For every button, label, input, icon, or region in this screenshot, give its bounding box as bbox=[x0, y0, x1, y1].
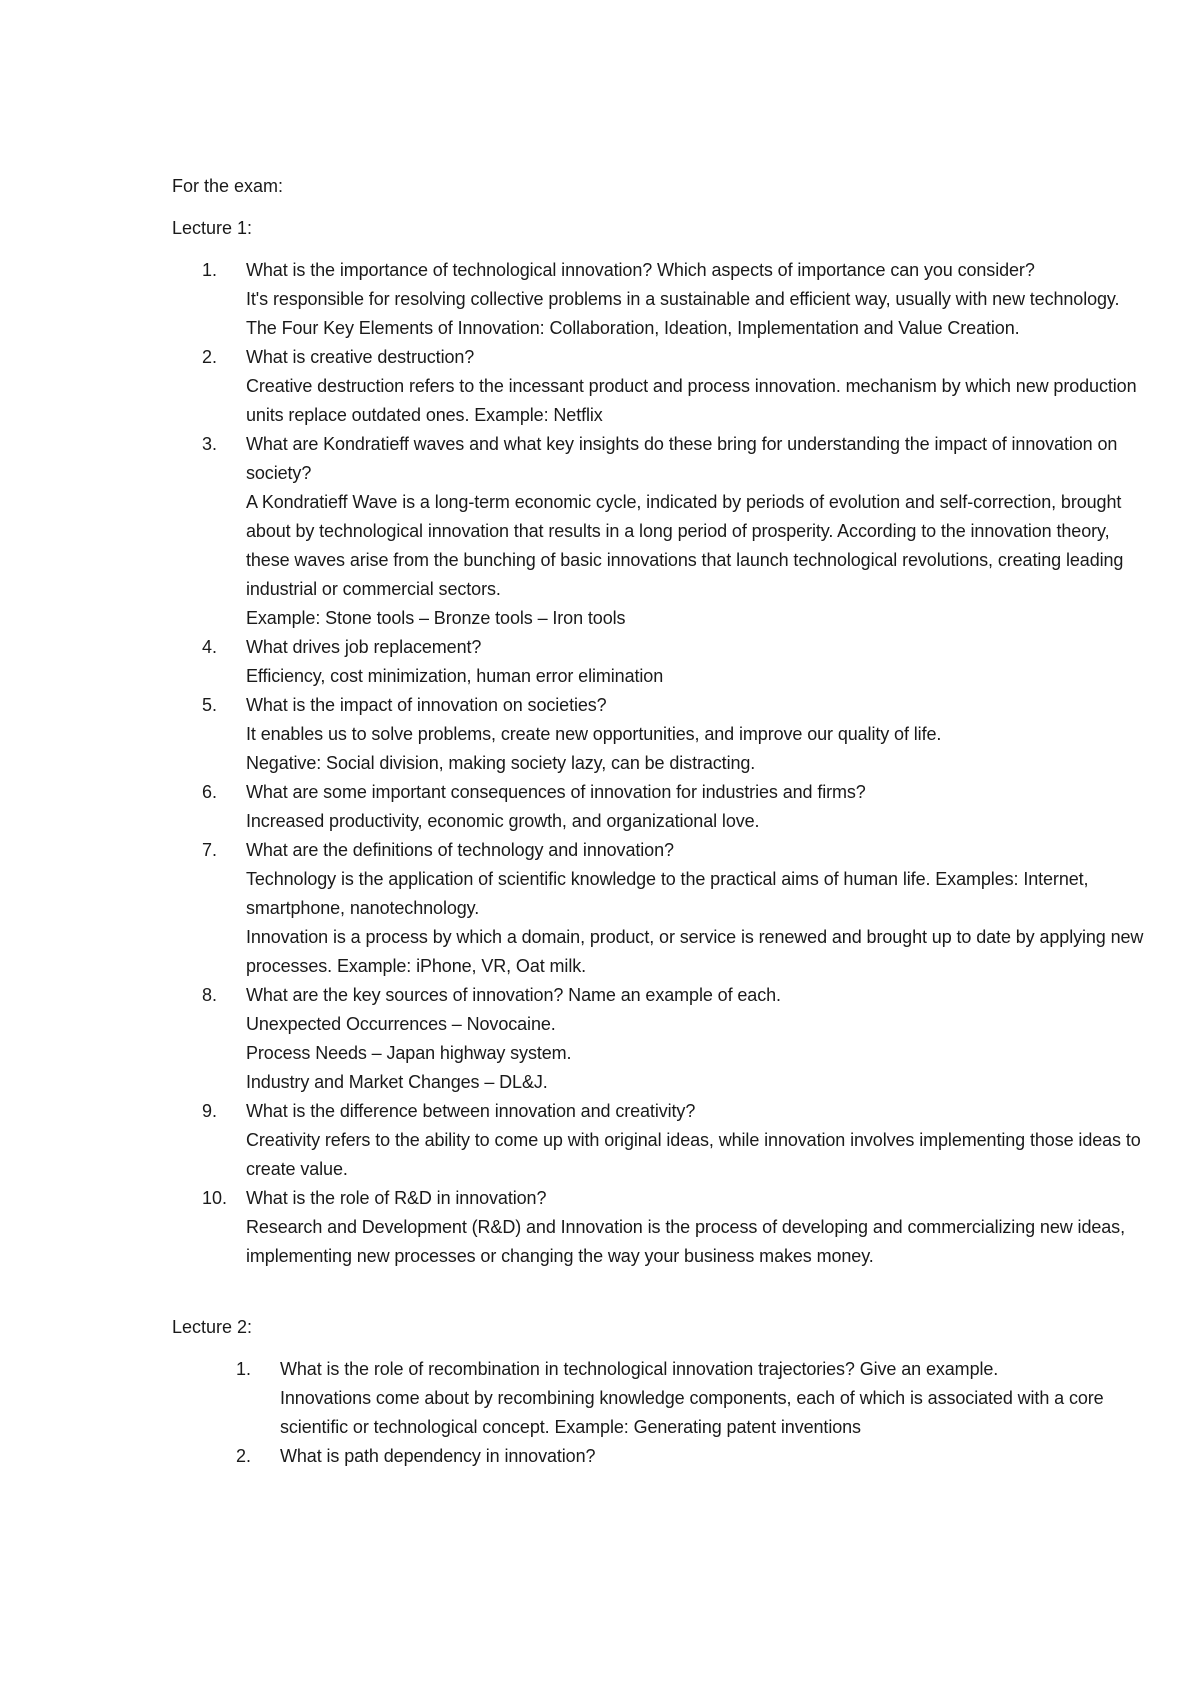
question-number: 8. bbox=[202, 985, 218, 1005]
question-item bbox=[172, 1097, 1152, 1184]
question-text: What is the role of R&D in innovation? bbox=[246, 1188, 547, 1208]
question-text: What is path dependency in innovation? bbox=[280, 1446, 596, 1466]
question-number: 2. bbox=[202, 347, 218, 367]
question-item bbox=[172, 1355, 1152, 1442]
question-item bbox=[172, 836, 1152, 981]
answer-text: Creativity refers to the ability to come up with original ideas, while innovation involves implementing those ideas to create value. bbox=[246, 1130, 1141, 1179]
question-number: 2. bbox=[236, 1446, 252, 1466]
question-item bbox=[172, 256, 1152, 343]
question-item bbox=[172, 778, 1152, 836]
answer-text: Innovations come about by recombining knowledge components, each of which is associated with a core scientific or technological concept. Example: Generating patent inventions bbox=[280, 1388, 1104, 1437]
question-number: 5. bbox=[202, 695, 218, 715]
question-text: What drives job replacement? bbox=[246, 637, 482, 657]
answer-text: Increased productivity, economic growth, and organizational love. bbox=[246, 811, 760, 831]
question-text: What is the role of recombination in technological innovation trajectories? Give an example. bbox=[280, 1359, 999, 1379]
answer-text: Example: Stone tools – Bronze tools – Iron tools bbox=[246, 608, 626, 628]
lecture-1-title: Lecture 1: bbox=[172, 218, 253, 238]
question-item bbox=[172, 1442, 1152, 1471]
lecture-1-question-list bbox=[172, 256, 1152, 1271]
lecture-2-question-list bbox=[172, 1355, 1152, 1471]
question-item bbox=[172, 633, 1152, 691]
question-number: 4. bbox=[202, 637, 218, 657]
answer-text: Efficiency, cost minimization, human error elimination bbox=[246, 666, 664, 686]
answer-text: A Kondratieff Wave is a long-term economic cycle, indicated by periods of evolution and self-correction, brought about by technological innovation that results in a long period of prosperity. According to the innovation theory, these waves arise from the bunching of basic innovations that launch technological revolutions, creating leading industrial or commercial sectors. bbox=[246, 492, 1124, 599]
question-text: What is the impact of innovation on societies? bbox=[246, 695, 607, 715]
answer-text: Research and Development (R&D) and Innovation is the process of developing and commercializing new ideas, implementing new processes or changing the way your business makes money. bbox=[246, 1217, 1125, 1266]
question-number: 3. bbox=[202, 434, 218, 454]
question-text: What is the importance of technological innovation? Which aspects of importance can you consider? bbox=[246, 260, 1035, 280]
question-item bbox=[172, 1184, 1152, 1271]
answer-text: Industry and Market Changes – DL&J. bbox=[246, 1072, 548, 1092]
question-text: What are the definitions of technology and innovation? bbox=[246, 840, 674, 860]
question-item bbox=[172, 430, 1152, 633]
answer-text: Innovation is a process by which a domain, product, or service is renewed and brought up to date by applying new processes. Example: iPhone, VR, Oat milk. bbox=[246, 927, 1144, 976]
answer-text: It's responsible for resolving collective problems in a sustainable and efficient way, usually with new technology. The Four Key Elements of Innovation: Collaboration, Ideation, Implementation and Value Creation. bbox=[246, 289, 1120, 338]
answer-text: It enables us to solve problems, create new opportunities, and improve our quality of life. bbox=[246, 724, 942, 744]
document-page bbox=[172, 172, 1152, 1471]
question-item bbox=[172, 691, 1152, 778]
question-number: 1. bbox=[236, 1359, 252, 1379]
question-number: 10. bbox=[202, 1188, 228, 1208]
question-number: 1. bbox=[202, 260, 218, 280]
question-number: 9. bbox=[202, 1101, 218, 1121]
question-text: What are Kondratieff waves and what key insights do these bring for understanding the impact of innovation on society? bbox=[246, 434, 1118, 483]
answer-text: Unexpected Occurrences – Novocaine. bbox=[246, 1014, 556, 1034]
answer-text: Process Needs – Japan highway system. bbox=[246, 1043, 572, 1063]
answer-text: Technology is the application of scientific knowledge to the practical aims of human life. Examples: Internet, smartphone, nanotechnology. bbox=[246, 869, 1089, 918]
question-text: What are some important consequences of innovation for industries and firms? bbox=[246, 782, 866, 802]
answer-text: Creative destruction refers to the incessant product and process innovation. mechanism by which new production units replace outdated ones. Example: Netflix bbox=[246, 376, 1137, 425]
question-number: 7. bbox=[202, 840, 218, 860]
lecture-2-title: Lecture 2: bbox=[172, 1317, 253, 1337]
question-item bbox=[172, 981, 1152, 1097]
question-text: What is creative destruction? bbox=[246, 347, 475, 367]
answer-text: Negative: Social division, making society lazy, can be distracting. bbox=[246, 753, 756, 773]
question-item bbox=[172, 343, 1152, 430]
question-text: What is the difference between innovation and creativity? bbox=[246, 1101, 696, 1121]
document-intro: For the exam: bbox=[172, 176, 284, 196]
question-number: 6. bbox=[202, 782, 218, 802]
question-text: What are the key sources of innovation? Name an example of each. bbox=[246, 985, 781, 1005]
